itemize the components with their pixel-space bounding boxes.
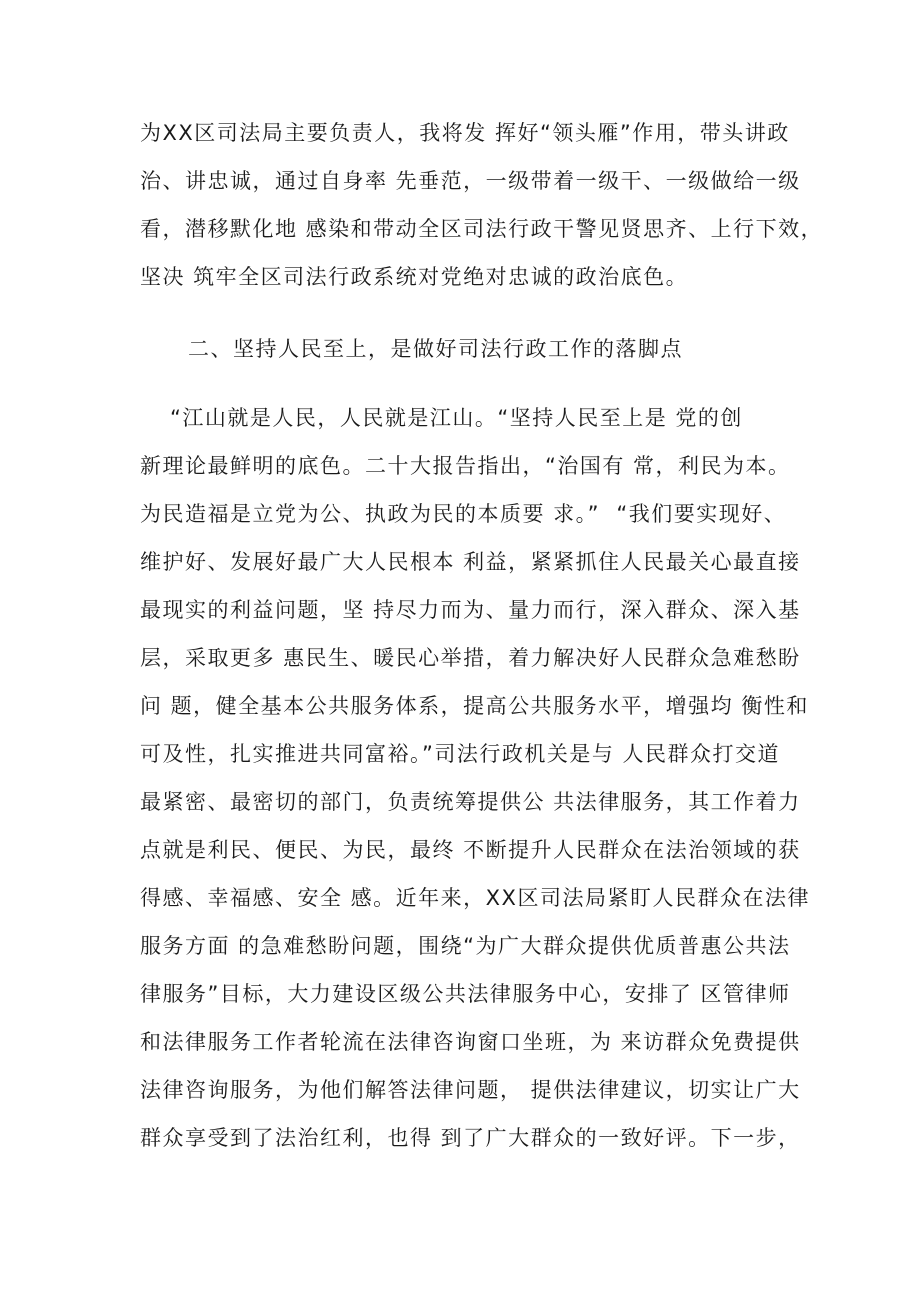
paragraph-line: 律服务”目标，大力建设区级公共法律服务中心，安排了 区管律师 bbox=[140, 982, 791, 1006]
paragraph-line: 层，采取更多 惠民生、暖民心举措，着力解决好人民群众急难愁盼 bbox=[140, 646, 801, 670]
paragraph-line: 问 题，健全基本公共服务体系，提高公共服务水平，增强均 衡性和 bbox=[140, 694, 809, 718]
paragraph-line: 为民造福是立党为公、执政为民的本质要 求。” “我们要实现好、 bbox=[140, 502, 787, 526]
paragraph-line: 法律咨询服务，为他们解答法律问题， 提供法律建议，切实让广大 bbox=[140, 1078, 801, 1102]
paragraph-line: 群众享受到了法治红利，也得 到了广大群众的一致好评。下一步， bbox=[140, 1126, 801, 1150]
paragraph-line: 得感、幸福感、安全 感。近年来，XX区司法局紧盯人民群众在法律 bbox=[140, 886, 810, 910]
paragraph-line: 服务方面 的急难愁盼问题，围绕“为广大群众提供优质普惠公共法 bbox=[140, 934, 791, 958]
paragraph-line: 新理论最鲜明的底色。二十大报告指出，“治国有 常，利民为本。 bbox=[140, 454, 791, 478]
section-heading: 二、坚持人民至上，是做好司法行政工作的落脚点 bbox=[188, 337, 683, 361]
paragraph-line: “江山就是人民，人民就是江山。“坚持人民至上是 党的创 bbox=[170, 406, 743, 430]
paragraph-line: 点就是利民、便民、为民，最终 不断提升人民群众在法治领域的获 bbox=[140, 838, 801, 862]
paragraph-line: 最紧密、最密切的部门，负责统筹提供公 共法律服务，其工作着力 bbox=[140, 790, 801, 814]
paragraph-line: 为XX区司法局主要负责人，我将发 挥好“领头雁”作用，带头讲政 bbox=[140, 121, 790, 145]
paragraph-line: 和法律服务工作者轮流在法律咨询窗口坐班，为 来访群众免费提供 bbox=[140, 1030, 801, 1054]
paragraph-line: 治、讲忠诚，通过自身率 先垂范，一级带着一级干、一级做给一级 bbox=[140, 169, 801, 193]
paragraph-line: 最现实的利益问题，坚 持尽力而为、量力而行，深入群众、深入基 bbox=[140, 598, 801, 622]
paragraph-line: 可及性，扎实推进共同富裕。”司法行政机关是与 人民群众打交道 bbox=[140, 742, 781, 766]
paragraph-line: 坚决 筑牢全区司法行政系统对党绝对忠诚的政治底色。 bbox=[140, 265, 689, 289]
paragraph-line: 维护好、发展好最广大人民根本 利益，紧紧抓住人民最关心最直接 bbox=[140, 550, 801, 574]
paragraph-line: 看，潜移默化地 感染和带动全区司法行政干警见贤思齐、上行下效， bbox=[140, 217, 824, 241]
